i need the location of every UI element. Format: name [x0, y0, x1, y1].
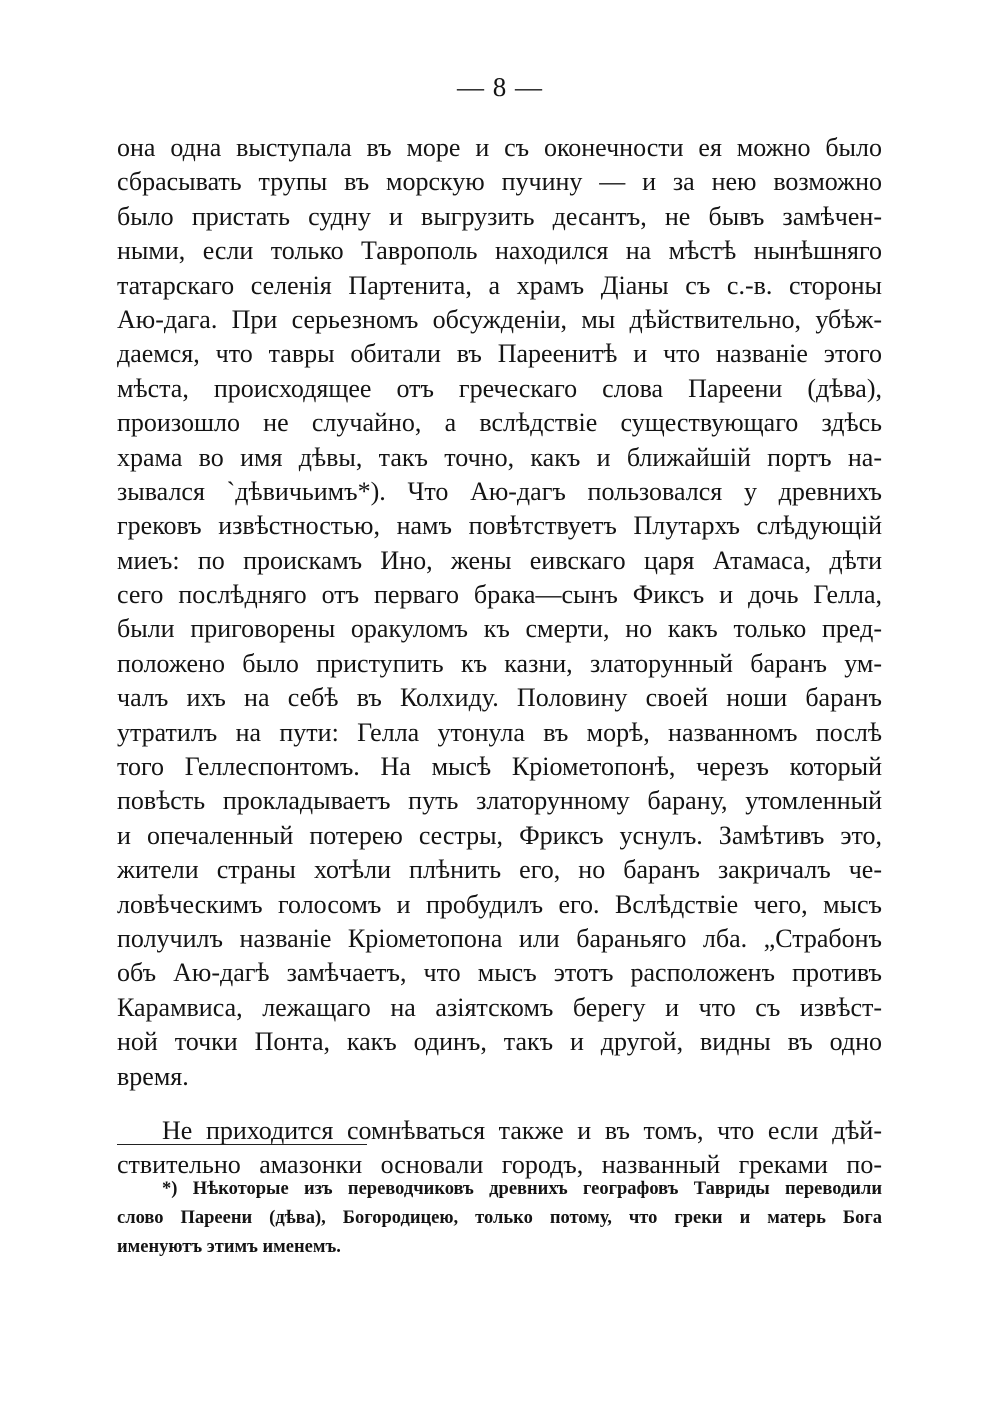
footnote	[117, 1175, 882, 1262]
page-number: — 8 —	[457, 72, 543, 102]
footnote-line: именуютъ этимъ именемъ.	[117, 1237, 341, 1257]
text-line: получилъ названіе Кріометопона или бараньяго лба. „Страбонъ	[117, 923, 882, 953]
text-line: храма во имя дѣвы, такъ точно, какъ и ближайшій портъ на-	[117, 442, 882, 472]
text-line: зывался `дѣвичьимъ*). Что Аю-дагъ пользовался у древнихъ	[117, 476, 882, 506]
text-line: объ Аю-дагѣ замѣчаетъ, что мысъ этотъ расположенъ противъ	[117, 958, 882, 988]
text-line: ловѣческимъ голосомъ и пробудилъ его. Вслѣдствіе чего, мысъ	[117, 889, 882, 919]
text-line: время.	[117, 1061, 189, 1091]
text-line: грековъ извѣстностью, намъ повѣтствуетъ Плутархъ слѣдующій	[117, 511, 882, 541]
text-line: Не приходится сомнѣваться также и въ томъ, что если дѣй-	[162, 1115, 882, 1145]
text-line: ной точки Понта, какъ одинъ, такъ и другой, видны въ одно	[117, 1027, 882, 1057]
text-line: и опечаленный потерею сестры, Фриксъ уснулъ. Замѣтивъ это,	[117, 820, 882, 850]
paragraph-1	[117, 131, 882, 1094]
text-line: миеъ: по проискамъ Ино, жены еивскаго царя Атамаса, дѣти	[117, 545, 882, 575]
text-line: Карамвиса, лежащаго на азіятскомъ берегу и что съ извѣст-	[117, 992, 882, 1022]
paragraph-2	[117, 1114, 882, 1183]
text-line: ными, если только Таврополь находился на мѣстѣ нынѣшняго	[117, 236, 882, 266]
text-line: мѣста, происходящее отъ греческаго слова Пареени (дѣва),	[117, 373, 882, 403]
text-line: положено было приступить къ казни, златорунный баранъ ум-	[117, 648, 882, 678]
paragraph-gap	[117, 1094, 882, 1114]
footnote-line: *) Нѣкоторые изъ переводчиковъ древнихъ географовъ Тавриды переводили	[162, 1179, 882, 1199]
text-line: утратилъ на пути: Гелла утонула въ морѣ, названномъ послѣ	[117, 717, 882, 747]
text-line: она одна выступала въ море и съ оконечности ея можно было	[117, 133, 882, 162]
text-line: было пристать судну и выгрузить десантъ, не бывъ замѣчен-	[117, 201, 882, 231]
footnote-line: слово Пареени (дѣва), Богородицею, только потому, что греки и матерь Бога	[117, 1208, 882, 1228]
text-line: даемся, что тавры обитали въ Пареенитѣ и что названіе этого	[117, 339, 882, 369]
text-line: сего послѣдняго отъ перваго брака—сынъ Фиксъ и дочь Гелла,	[117, 580, 882, 610]
text-line: жители страны хотѣли плѣнить его, но баранъ закричалъ че-	[117, 855, 882, 885]
text-line: были приговорены оракуломъ къ смерти, но какъ только пред-	[117, 614, 882, 644]
text-line: сбрасывать трупы въ морскую пучину — и за нею возможно	[117, 167, 882, 197]
text-line: чалъ ихъ на себѣ въ Колхиду. Половину своей ноши баранъ	[117, 683, 882, 713]
body-text	[117, 131, 882, 1183]
text-line: Аю-дага. При серьезномъ обсужденіи, мы дѣйствительно, убѣж-	[117, 304, 882, 334]
text-line: татарскаго селенія Партенита, а храмъ Діаны съ с.-в. стороны	[117, 270, 882, 300]
text-line: повѣсть прокладываетъ путь златорунному барану, утомленный	[117, 786, 882, 816]
text-line: произошло не случайно, а вслѣдствіе существующаго здѣсь	[117, 408, 882, 438]
footnote-separator	[117, 1144, 367, 1145]
text-line: ствительно амазонки основали городъ, названный греками по-	[117, 1150, 882, 1180]
text-line: того Геллеспонтомъ. На мысѣ Кріометопонѣ, черезъ который	[117, 752, 882, 782]
